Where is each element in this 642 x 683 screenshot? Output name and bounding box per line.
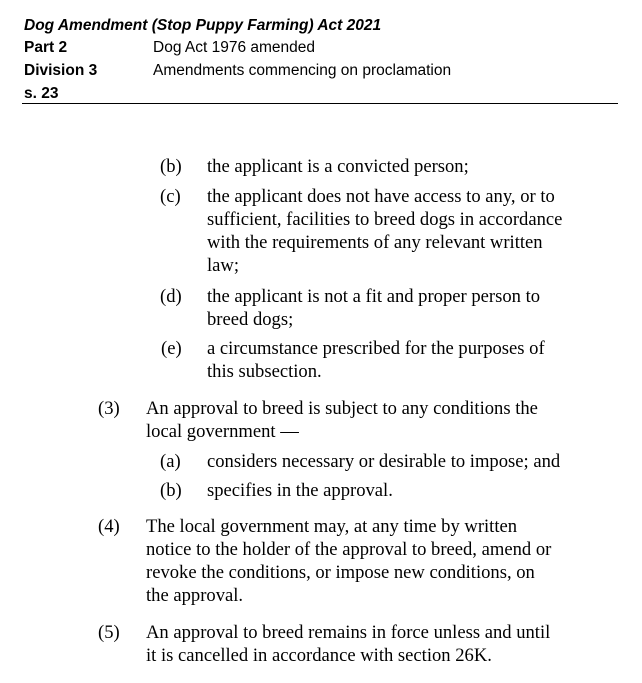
header-rule [22,103,618,104]
item-c-marker: (c) [160,186,181,207]
division-label: Division 3 [24,62,98,79]
subsection-3-text: An approval to breed is subject to any conditions the local government — [146,398,538,442]
subsection-3-b-marker: (b) [160,480,182,501]
subsection-4-text: The local government may, at any time by written notice to the holder of the approval to breed, amend or revoke the conditions, or impose new conditions, on the approval. [146,516,552,606]
item-d-marker: (d) [160,286,182,307]
subsection-5-text: An approval to breed remains in force unless and until it is cancelled in accordance with section 26K. [146,622,551,666]
item-e-text: a circumstance prescribed for the purposes of this subsection. [207,338,545,382]
subsection-3-marker: (3) [98,398,120,419]
subsection-4-marker: (4) [98,516,120,537]
subsection-3-a-marker: (a) [160,451,181,472]
subsection-3-a-text: considers necessary or desirable to impose; and [207,451,561,472]
division-value: Amendments commencing on proclamation [153,62,452,79]
section-label: s. 23 [24,85,59,102]
item-b-text: the applicant is a convicted person; [207,156,469,177]
act-title: Dog Amendment (Stop Puppy Farming) Act 2021 [24,17,382,34]
subsection-5-marker: (5) [98,622,120,643]
subsection-3-b-text: specifies in the approval. [207,480,393,501]
item-d-text: the applicant is not a fit and proper person to breed dogs; [207,286,541,330]
item-b-marker: (b) [160,156,182,177]
part-label: Part 2 [24,39,68,56]
part-value: Dog Act 1976 amended [153,39,316,56]
item-e-marker: (e) [161,338,182,359]
item-c-text: the applicant does not have access to any, or to sufficient, facilities to breed dogs in accordance with the requirements of any relevant written law; [207,186,563,276]
